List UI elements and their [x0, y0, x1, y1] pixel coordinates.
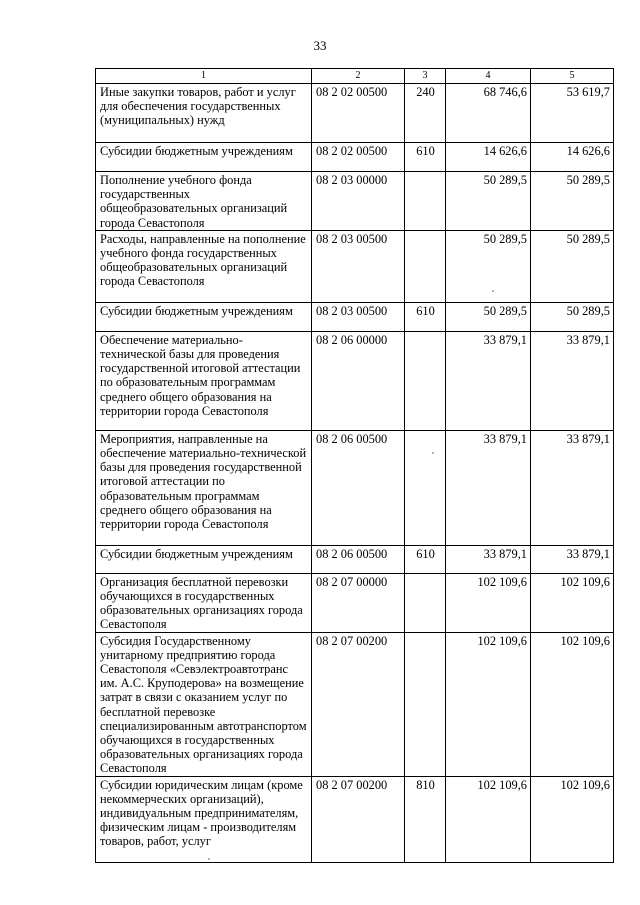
column-header: 3	[405, 69, 446, 84]
row-code: 08 2 06 00000	[312, 331, 405, 430]
row-value-1: 68 746,6	[446, 84, 531, 143]
row-value-1: 50 289,5	[446, 172, 531, 231]
row-expense-type	[405, 230, 446, 302]
table-row	[96, 230, 614, 302]
row-value-2: 50 289,5	[531, 230, 614, 302]
row-name: Субсидии бюджетным учреждениям	[96, 545, 312, 573]
row-code: 08 2 06 00500	[312, 430, 405, 545]
row-code: 08 2 07 00000	[312, 573, 405, 632]
row-value-1: 102 109,6	[446, 776, 531, 862]
scan-speck	[208, 858, 210, 860]
row-expense-type	[405, 172, 446, 231]
table-row	[96, 430, 614, 545]
row-name: Расходы, направленные на пополнение учебного фонда государственных общеобразовательных организаций города Севастополя	[96, 230, 312, 302]
row-code: 08 2 03 00000	[312, 172, 405, 231]
row-value-2: 33 879,1	[531, 430, 614, 545]
row-expense-type: 610	[405, 302, 446, 331]
table-row	[96, 143, 614, 172]
table-row	[96, 776, 614, 862]
budget-table	[95, 68, 614, 863]
row-value-1: 50 289,5	[446, 230, 531, 302]
row-value-2: 50 289,5	[531, 302, 614, 331]
row-value-2: 53 619,7	[531, 84, 614, 143]
table-row	[96, 545, 614, 573]
row-code: 08 2 06 00500	[312, 545, 405, 573]
row-name: Обеспечение материально-технической базы для проведения государственной итоговой аттестации по образовательным программам среднего общего образования на территории города Севастополя	[96, 331, 312, 430]
row-value-1: 33 879,1	[446, 545, 531, 573]
row-value-1: 33 879,1	[446, 331, 531, 430]
table-row	[96, 573, 614, 632]
row-name: Иные закупки товаров, работ и услуг для обеспечения государственных (муниципальных) нужд	[96, 84, 312, 143]
row-value-2: 102 109,6	[531, 632, 614, 776]
row-value-2: 33 879,1	[531, 331, 614, 430]
column-header: 2	[312, 69, 405, 84]
column-header: 5	[531, 69, 614, 84]
row-code: 08 2 02 00500	[312, 84, 405, 143]
row-expense-type	[405, 632, 446, 776]
table-header-row	[96, 69, 614, 84]
table-row	[96, 172, 614, 231]
row-expense-type: 610	[405, 143, 446, 172]
table-row	[96, 632, 614, 776]
row-name: Мероприятия, направленные на обеспечение материально-технической базы для проведения государственной итоговой аттестации по образовательным программам среднего общего образования на территории города Севастополя	[96, 430, 312, 545]
row-code: 08 2 07 00200	[312, 632, 405, 776]
scan-speck	[432, 452, 434, 454]
row-code: 08 2 02 00500	[312, 143, 405, 172]
row-name: Субсидии юридическим лицам (кроме некоммерческих организаций), индивидуальным предпринимателям, физическим лицам - производителям товаров, работ, услуг	[96, 776, 312, 862]
row-value-1: 102 109,6	[446, 632, 531, 776]
column-header: 1	[96, 69, 312, 84]
row-expense-type	[405, 430, 446, 545]
row-code: 08 2 07 00200	[312, 776, 405, 862]
scan-speck	[492, 290, 494, 292]
row-expense-type: 610	[405, 545, 446, 573]
table-row	[96, 84, 614, 143]
row-expense-type: 810	[405, 776, 446, 862]
column-header: 4	[446, 69, 531, 84]
row-value-1: 33 879,1	[446, 430, 531, 545]
row-code: 08 2 03 00500	[312, 302, 405, 331]
row-expense-type	[405, 573, 446, 632]
row-value-2: 14 626,6	[531, 143, 614, 172]
row-value-2: 33 879,1	[531, 545, 614, 573]
row-code: 08 2 03 00500	[312, 230, 405, 302]
row-name: Пополнение учебного фонда государственных общеобразовательных организаций города Севастополя	[96, 172, 312, 231]
row-value-1: 14 626,6	[446, 143, 531, 172]
row-value-2: 50 289,5	[531, 172, 614, 231]
row-value-1: 102 109,6	[446, 573, 531, 632]
table-row	[96, 302, 614, 331]
row-name: Субсидии бюджетным учреждениям	[96, 143, 312, 172]
row-expense-type: 240	[405, 84, 446, 143]
row-value-2: 102 109,6	[531, 573, 614, 632]
row-value-1: 50 289,5	[446, 302, 531, 331]
row-name: Организация бесплатной перевозки обучающихся в государственных образовательных организациях города Севастополя	[96, 573, 312, 632]
table-row	[96, 331, 614, 430]
row-name: Субсидия Государственному унитарному предприятию города Севастополя «Севэлектроавтотранс им. А.С. Круподерова» на возмещение затрат в связи с оказанием услуг по бесплатной перевозке специализированным автотранспортом обучающихся в государственных образовательных организациях города Севастополя	[96, 632, 312, 776]
page-number: 33	[313, 38, 327, 53]
row-expense-type	[405, 331, 446, 430]
row-name: Субсидии бюджетным учреждениям	[96, 302, 312, 331]
row-value-2: 102 109,6	[531, 776, 614, 862]
